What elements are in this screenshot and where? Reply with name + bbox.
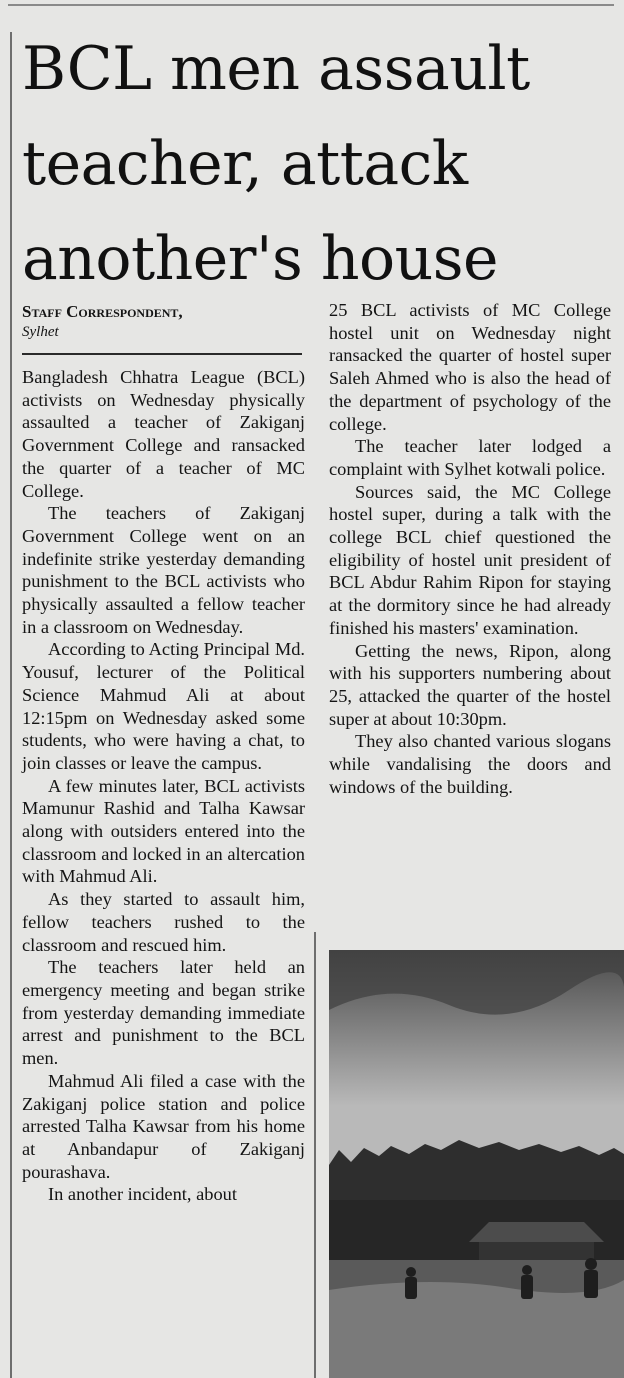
paragraph: As they started to assault him, fellow teachers rushed to the classroom and rescued him. xyxy=(22,889,305,955)
news-photo xyxy=(329,950,624,1378)
headline: BCL men assault teacher, attack another's house xyxy=(22,34,530,294)
article-column-2 xyxy=(329,299,611,798)
paragraph: A few minutes later, BCL activists Mamunur Rashid and Talha Kawsar along with outsiders entered into the classroom and locked in an altercation with Mahmud Ali. xyxy=(22,775,305,887)
paragraph: Mahmud Ali filed a case with the Zakiganj police station and police arrested Talha Kawsar from his home at Anbandapur of Zakiganj pourashava. xyxy=(22,1070,305,1182)
paragraph: According to Acting Principal Md. Yousuf, lecturer of the Political Science Mahmud Ali at about 12:15pm on Wednesday asked some students, who were having a chat, to join classes or leave the campus. xyxy=(22,639,305,773)
article-column-1 xyxy=(22,366,305,1206)
paragraph: The teacher later lodged a complaint with Sylhet kotwali police. xyxy=(329,436,611,479)
column-divider-rule xyxy=(314,932,316,1378)
byline-rule xyxy=(22,353,302,355)
byline xyxy=(22,301,304,341)
photo-field xyxy=(329,1280,624,1378)
byline-agency: Staff Correspondent, xyxy=(22,302,183,321)
paragraph: Getting the news, Ripon, along with his supporters numbering about 25, attacked the quarter of the hostel super at about 10:30pm. xyxy=(329,640,611,729)
byline-place: Sylhet xyxy=(22,324,59,340)
paragraph: They also chanted various slogans while vandalising the doors and windows of the building. xyxy=(329,731,611,797)
paragraph: The teachers later held an emergency meeting and began strike from yesterday demanding immediate arrest and punishment to the BCL men. xyxy=(22,957,305,1069)
paragraph: The teachers of Zakiganj Government College went on an indefinite strike yesterday demanding punishment to the BCL activists who physically assaulted a fellow teacher in a classroom on Wednesday. xyxy=(22,503,305,637)
top-rule xyxy=(8,4,614,6)
paragraph: 25 BCL activists of MC College hostel unit on Wednesday night ransacked the quarter of hostel super Saleh Ahmed who is also the head of the department of psychology of the college. xyxy=(329,300,611,434)
paragraph: In another incident, about xyxy=(48,1184,237,1205)
left-column-rule xyxy=(10,32,12,1378)
paragraph: Bangladesh Chhatra League (BCL) activists on Wednesday physically assaulted a teacher of Zakiganj Government College and ransacked the quarter of a teacher of MC College. xyxy=(22,367,305,501)
paragraph: Sources said, the MC College hostel super, during a talk with the college BCL chief questioned the eligibility of hostel unit president of BCL Abdur Rahim Ripon for staying at the dormitory since he had already finished his masters' examination. xyxy=(329,481,611,638)
photo-shed-roof xyxy=(469,1222,604,1242)
